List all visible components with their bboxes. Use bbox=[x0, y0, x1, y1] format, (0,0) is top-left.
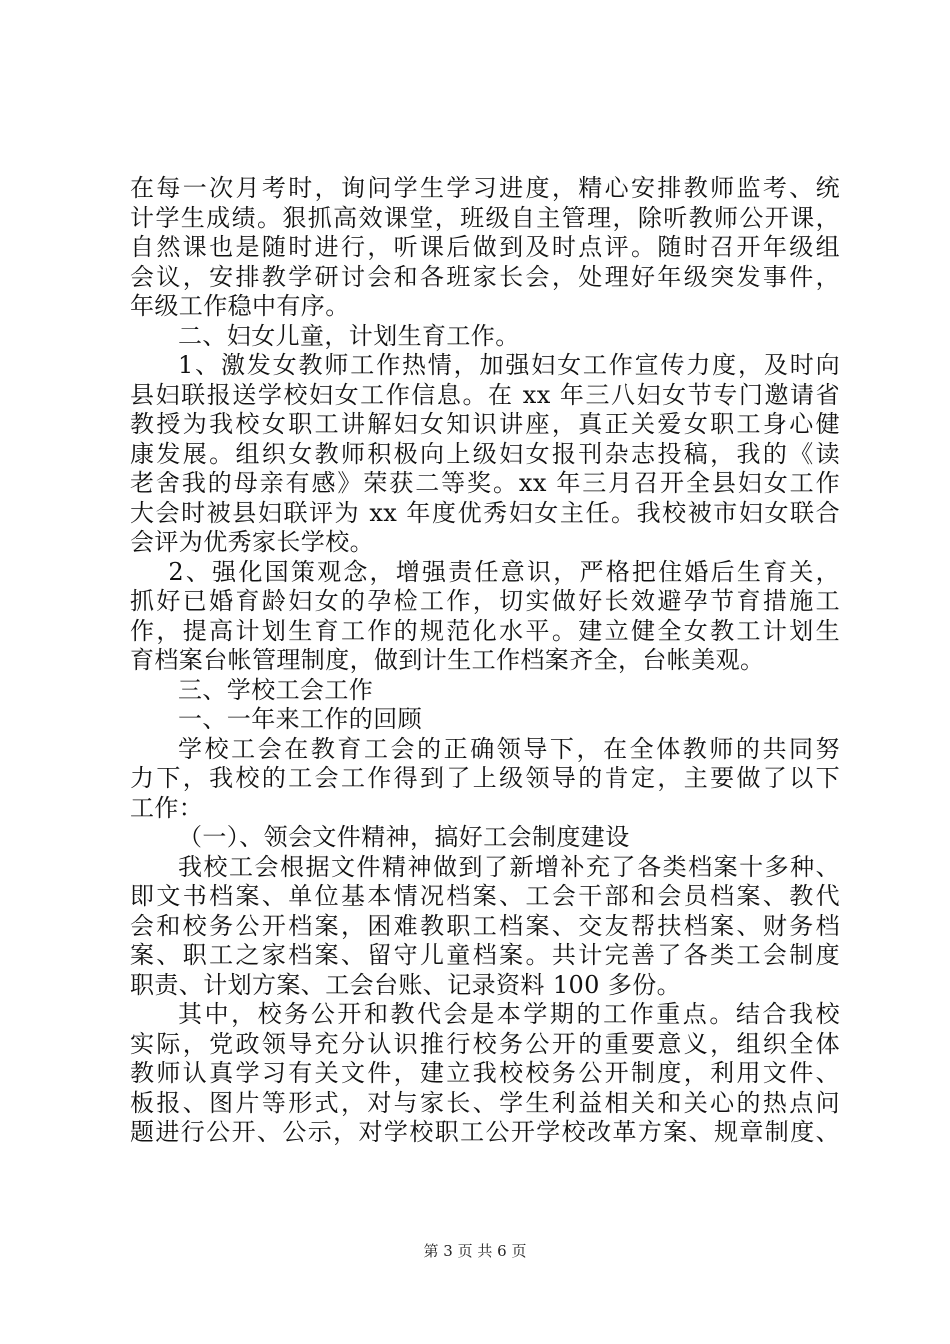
page-footer: 第 3 页 共 6 页 bbox=[423, 1242, 527, 1260]
text-line: 会评为优秀家长学校。 bbox=[130, 528, 374, 556]
text-line: 作，提高计划生育工作的规范化水平。建立健全女教工计划生 bbox=[130, 616, 840, 645]
text-line: 2、强化国策观念，增强责任意识，严格把住婚后生育关， bbox=[168, 557, 840, 586]
document-body bbox=[130, 174, 840, 1148]
text-line: 县妇联报送学校妇女工作信息。在 xx 年三八妇女节专门邀请省 bbox=[130, 380, 840, 409]
text-line: 教授为我校女职工讲解妇女知识讲座，真正关爱女职工身心健 bbox=[130, 410, 840, 438]
text-line: 会和校务公开档案，困难教职工档案、交友帮扶档案、财务档 bbox=[130, 911, 840, 940]
text-line: 其中，校务公开和教代会是本学期的工作重点。结合我校 bbox=[178, 1000, 840, 1028]
text-line: 学校工会在教育工会的正确领导下，在全体教师的共同努 bbox=[178, 734, 840, 763]
text-line: 老舍我的母亲有感》荣获二等奖。xx 年三月召开全县妇女工作 bbox=[130, 469, 840, 497]
text-line: 教师认真学习有关文件，建立我校校务公开制度，利用文件、 bbox=[130, 1059, 840, 1087]
text-line: 力下，我校的工会工作得到了上级领导的肯定，主要做了以下 bbox=[130, 764, 840, 792]
text-line: 会议，安排教学研讨会和各班家长会，处理好年级突发事件， bbox=[130, 262, 840, 291]
text-line: 我校工会根据文件精神做到了新增补充了各类档案十多种、 bbox=[178, 852, 840, 881]
text-line: 二、妇女儿童，计划生育工作。 bbox=[178, 321, 520, 350]
text-line: 职责、计划方案、工会台账、记录资料 100 多份。 bbox=[130, 970, 682, 999]
text-line: 计学生成绩。狠抓高效课堂，班级自主管理，除听教师公开课， bbox=[130, 203, 840, 232]
text-line: 实际，党政领导充分认识推行校务公开的重要意义，组织全体 bbox=[130, 1029, 840, 1058]
text-line: 即文书档案、单位基本情况档案、工会干部和会员档案、教代 bbox=[130, 882, 840, 910]
text-line: 一、一年来工作的回顾 bbox=[178, 705, 422, 733]
text-line: 自然课也是随时进行，听课后做到及时点评。随时召开年级组 bbox=[130, 233, 840, 261]
text-line: 大会时被县妇联评为 xx 年度优秀妇女主任。我校被市妇女联合 bbox=[130, 498, 840, 527]
text-line: 育档案台帐管理制度，做到计生工作档案齐全，台帐美观。 bbox=[130, 646, 765, 674]
text-line: 康发展。组织女教师积极向上级妇女报刊杂志投稿，我的《读 bbox=[130, 439, 840, 468]
text-line: 板报、图片等形式，对与家长、学生利益相关和关心的热点问 bbox=[130, 1088, 840, 1117]
text-line: 案、职工之家档案、留守儿童档案。共计完善了各类工会制度 bbox=[130, 941, 840, 969]
text-line: 题进行公开、公示，对学校职工公开学校改革方案、规章制度、 bbox=[130, 1118, 840, 1146]
text-line: 年级工作稳中有序。 bbox=[130, 292, 350, 320]
text-line: 三、学校工会工作 bbox=[178, 675, 374, 704]
text-line: 工作： bbox=[130, 793, 204, 822]
text-line: （一）、领会文件精神，搞好工会制度建设 bbox=[178, 823, 630, 851]
text-line: 在每一次月考时，询问学生学习进度，精心安排教师监考、统 bbox=[130, 174, 840, 202]
text-line: 1、激发女教师工作热情，加强妇女工作宣传力度，及时向 bbox=[178, 351, 840, 379]
text-line: 抓好已婚育龄妇女的孕检工作，切实做好长效避孕节育措施工 bbox=[130, 587, 840, 615]
